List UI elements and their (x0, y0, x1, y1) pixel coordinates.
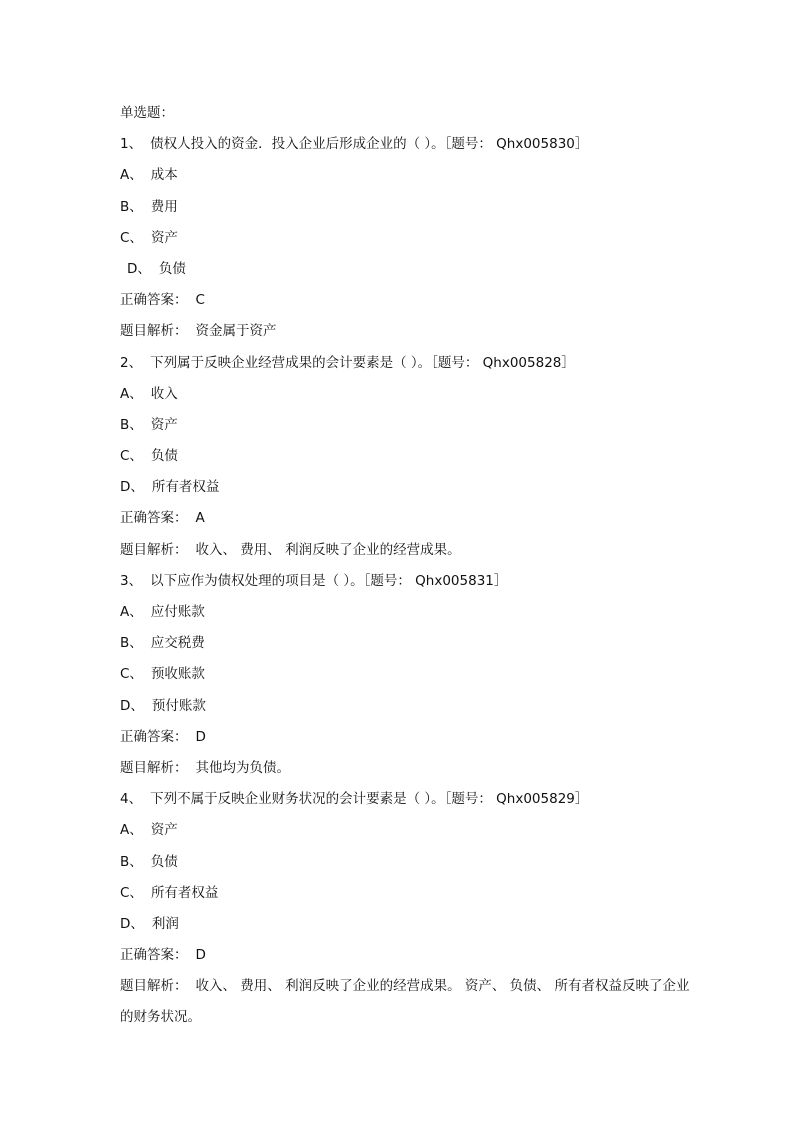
analysis (120, 971, 690, 1033)
option-text: 应交税费 (150, 635, 205, 652)
question-text: 债权人投入的资金．投入企业后形成企业的（ ）。［题号： Qhx005830］ (150, 136, 589, 153)
analysis (120, 753, 690, 784)
option-letter: B、 (120, 416, 143, 433)
question-number: 1、 (120, 136, 143, 153)
question-stem (120, 784, 690, 815)
option-b (120, 192, 690, 223)
option-a (120, 379, 690, 410)
option-text: 利润 (151, 915, 179, 932)
analysis (120, 535, 690, 566)
option-text: 所有者权益 (150, 884, 219, 901)
analysis-text: 收入、 费用、 利润反映了企业的经营成果。 (195, 541, 461, 558)
option-text: 费用 (150, 198, 178, 215)
option-letter: A、 (120, 604, 143, 620)
answer-value: A (195, 510, 205, 527)
correct-answer (120, 940, 690, 971)
question-block (120, 784, 690, 1033)
section-title: 单选题： (120, 105, 174, 121)
option-letter: D、 (120, 479, 144, 496)
option-letter: B、 (120, 198, 143, 215)
option-text: 负债 (150, 853, 178, 870)
option-text: 资产 (150, 229, 178, 246)
option-a (120, 160, 690, 191)
option-text: 所有者权益 (151, 479, 220, 496)
analysis-label: 题目解析： (120, 759, 188, 776)
question-stem (120, 129, 690, 160)
option-letter: A、 (120, 167, 143, 184)
option-text: 成本 (150, 167, 178, 184)
option-letter: D、 (127, 260, 151, 277)
answer-label: 正确答案： (120, 947, 188, 964)
question-text: 下列不属于反映企业财务状况的会计要素是（ ）。［题号： Qhx005829］ (150, 791, 589, 808)
option-a (120, 597, 690, 628)
option-b (120, 847, 690, 878)
option-d (120, 691, 690, 722)
option-letter: C、 (120, 229, 143, 246)
correct-answer (120, 285, 690, 316)
analysis-label: 题目解析： (120, 978, 188, 995)
answer-label: 正确答案： (120, 292, 188, 309)
option-a (120, 815, 690, 846)
option-letter: C、 (120, 884, 143, 901)
option-letter: D、 (120, 697, 144, 714)
option-c (120, 878, 690, 909)
option-c (120, 223, 690, 254)
question-text: 下列属于反映企业经营成果的会计要素是（ ）。［题号： Qhx005828］ (150, 354, 575, 371)
option-letter: B、 (120, 635, 143, 652)
question-block (120, 348, 690, 566)
option-text: 负债 (158, 260, 186, 277)
option-d (120, 254, 690, 285)
analysis-text: 收入、 费用、 利润反映了企业的经营成果。 资产、 负债、 所有者权益反映了企业的财务状况。 (120, 978, 690, 1026)
answer-label: 正确答案： (120, 510, 188, 527)
option-letter: C、 (120, 666, 143, 683)
question-text: 以下应作为债权处理的项目是（ ）。［题号： Qhx005831］ (150, 572, 508, 589)
option-letter: D、 (120, 915, 144, 932)
option-text: 资产 (150, 416, 178, 433)
question-number: 2、 (120, 354, 143, 371)
answer-value: C (195, 292, 205, 309)
option-letter: B、 (120, 853, 143, 870)
option-text: 预付账款 (151, 697, 206, 714)
option-text: 收入 (150, 385, 178, 402)
analysis-text: 资金属于资产 (195, 323, 277, 340)
option-d (120, 472, 690, 503)
option-b (120, 410, 690, 441)
analysis-label: 题目解析： (120, 541, 188, 558)
answer-label: 正确答案： (120, 728, 188, 745)
correct-answer (120, 503, 690, 534)
answer-value: D (195, 728, 206, 745)
analysis (120, 316, 690, 347)
option-c (120, 659, 690, 690)
option-text: 负债 (150, 448, 178, 465)
option-text: 应付账款 (150, 604, 205, 620)
question-block (120, 566, 690, 784)
question-block (120, 129, 690, 347)
answer-value: D (195, 947, 206, 964)
option-letter: A、 (120, 385, 143, 402)
option-letter: C、 (120, 448, 143, 465)
document-page (120, 98, 690, 1033)
option-b (120, 628, 690, 659)
question-stem (120, 348, 690, 379)
option-d (120, 909, 690, 940)
option-text: 预收账款 (150, 666, 205, 683)
option-text: 资产 (150, 822, 178, 839)
analysis-text: 其他均为负债。 (195, 759, 290, 776)
question-number: 4、 (120, 791, 143, 808)
analysis-label: 题目解析： (120, 323, 188, 340)
question-stem (120, 566, 690, 597)
option-c (120, 441, 690, 472)
option-letter: A、 (120, 822, 143, 839)
question-number: 3、 (120, 572, 143, 589)
correct-answer (120, 722, 690, 753)
